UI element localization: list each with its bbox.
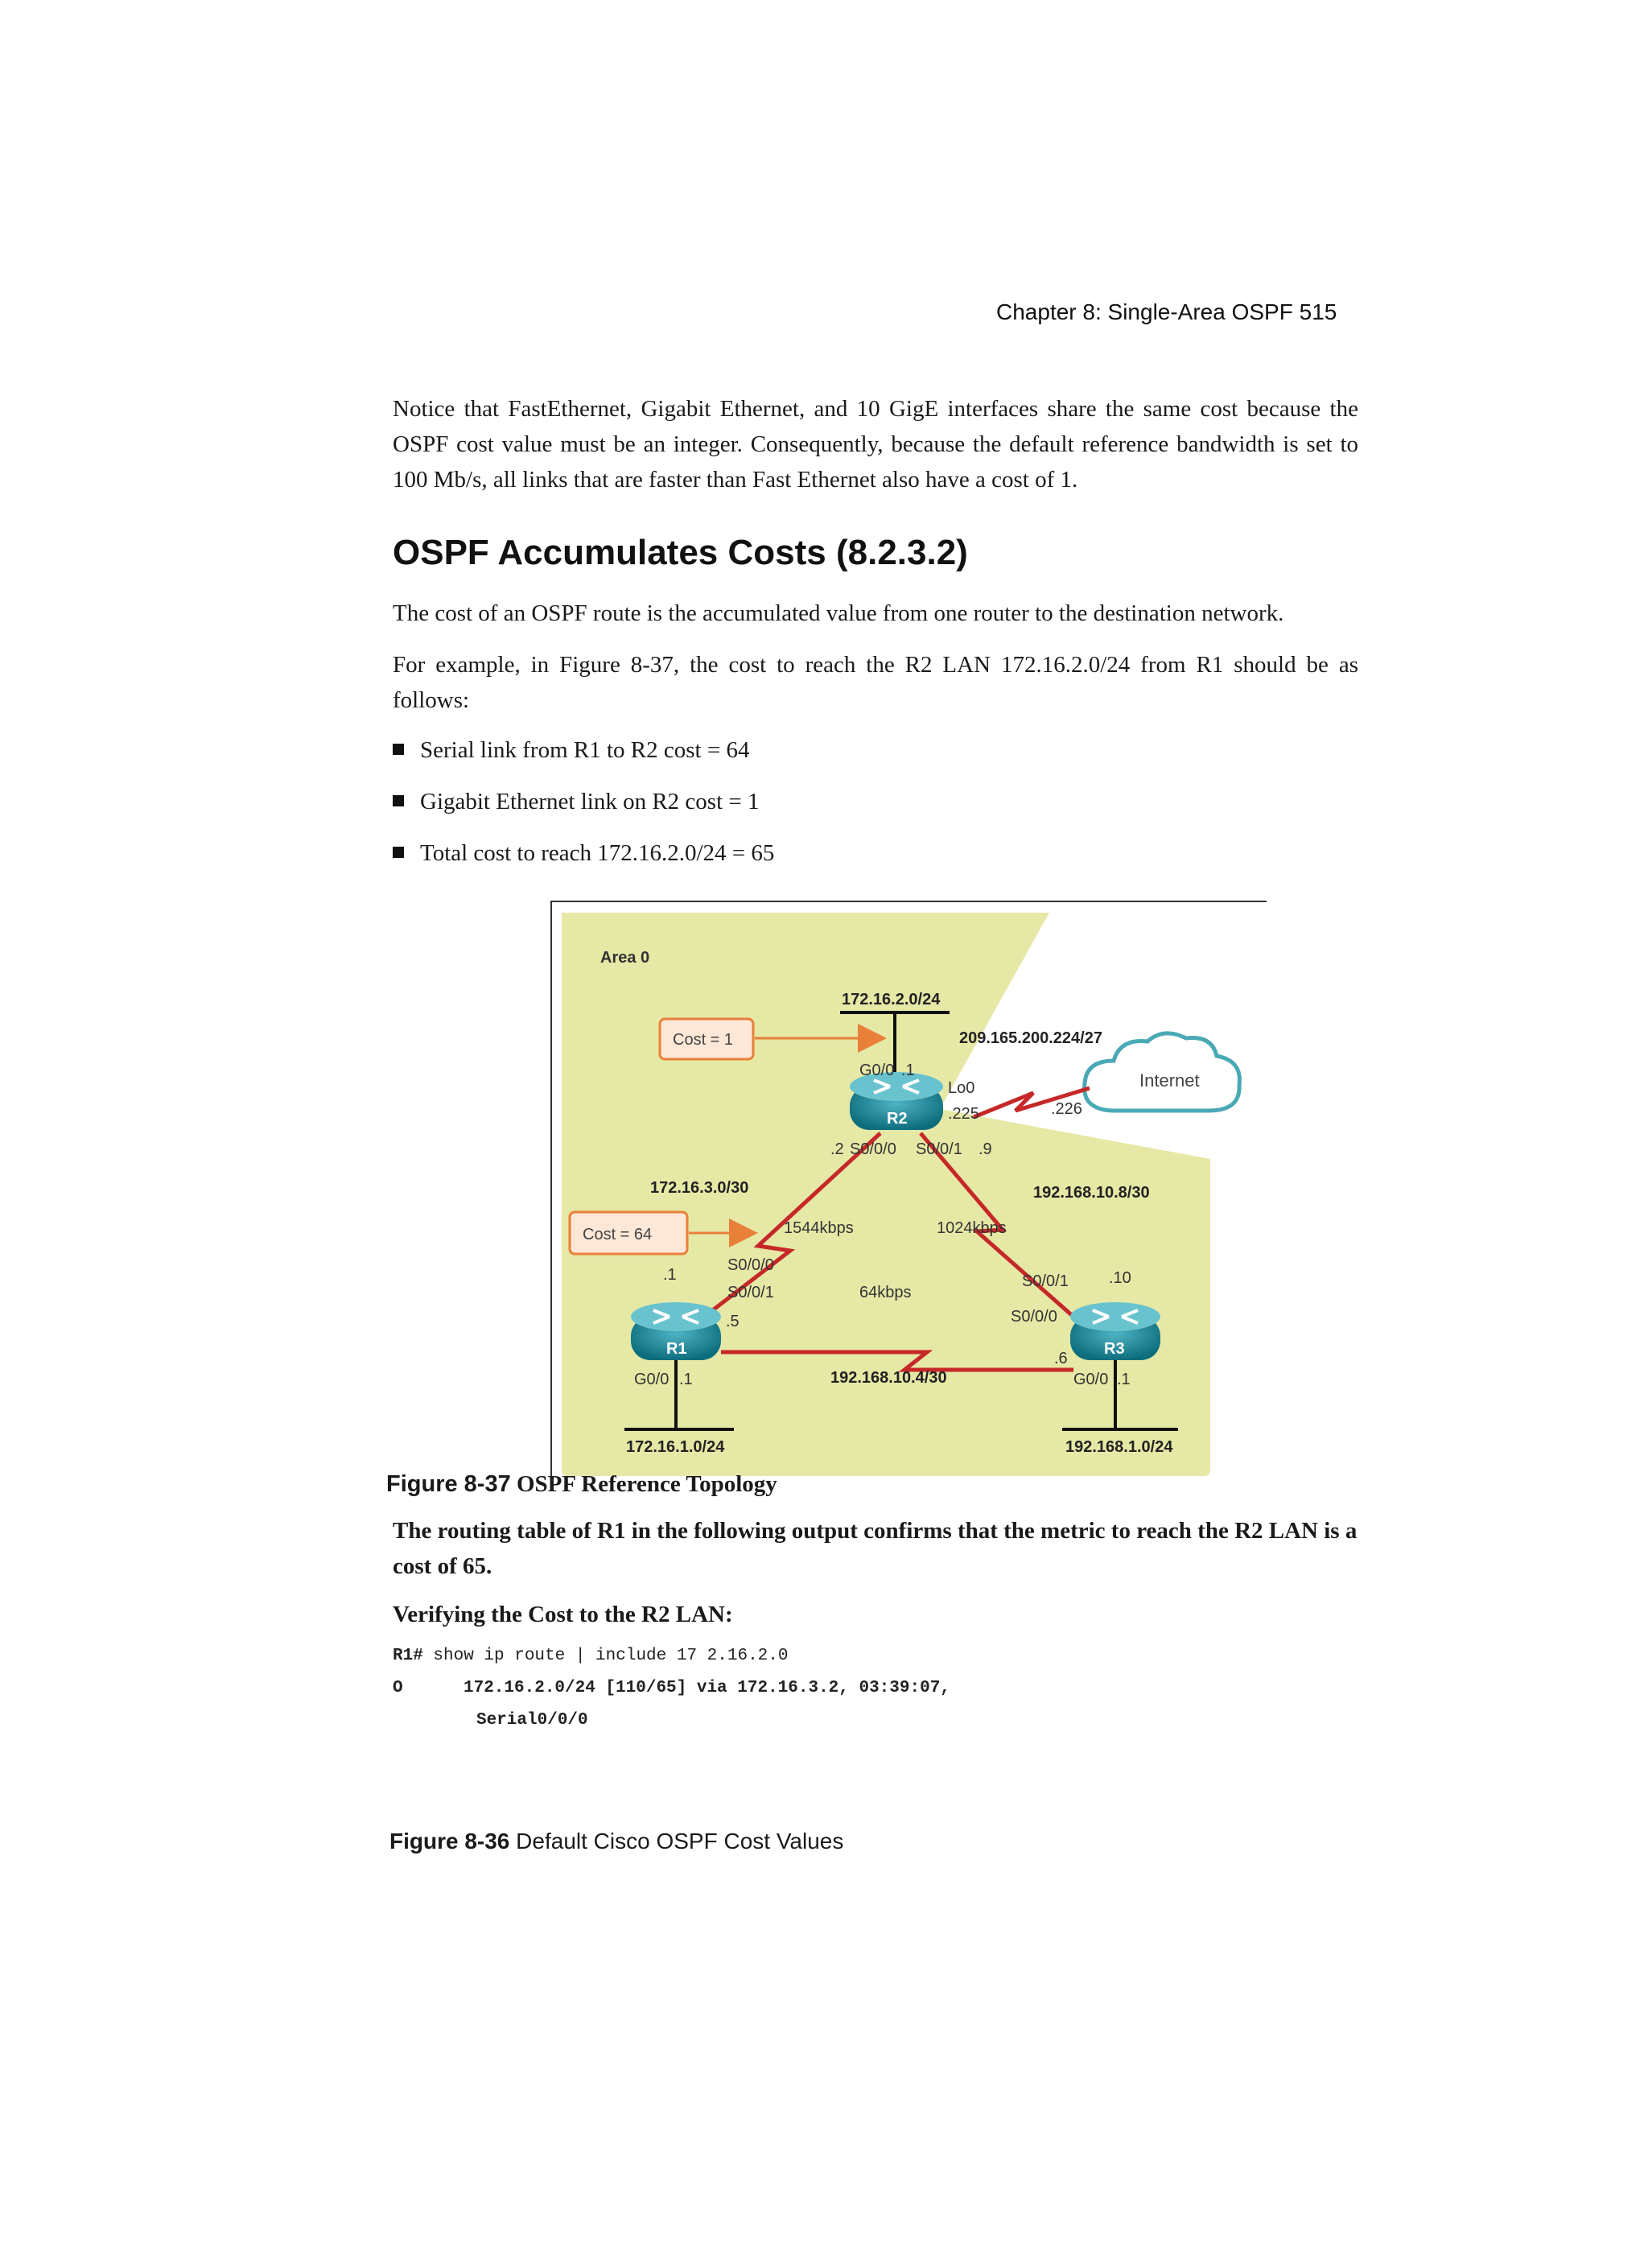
r1-s001-ip: .5	[726, 1313, 740, 1330]
r2-lo0-label: Lo0	[948, 1079, 975, 1097]
r2-lo0-ip: .225	[948, 1105, 979, 1123]
r1-g00-ip: .1	[679, 1371, 693, 1388]
net-r1-lan: 172.16.1.0/24	[626, 1438, 725, 1456]
r3-s000-label: S0/0/0	[1011, 1308, 1057, 1326]
bullet-item: Total cost to reach 172.16.2.0/24 = 65	[393, 837, 774, 869]
cost-1-label: Cost = 1	[673, 1031, 734, 1049]
bw-r2-r3: 1024kbps	[937, 1219, 1007, 1237]
r3-s001-label: S0/0/1	[1022, 1272, 1069, 1290]
cli-route-iface: Serial0/0/0	[476, 1711, 588, 1730]
svg-text:R2: R2	[887, 1110, 908, 1128]
r1-s000-label: S0/0/0	[727, 1256, 774, 1274]
r2-g00-ip: .1	[901, 1062, 915, 1079]
router-r2-icon	[850, 1072, 943, 1130]
net-r1-r2: 172.16.3.0/30	[650, 1179, 749, 1197]
bw-r1-r3: 64kbps	[859, 1284, 912, 1301]
bw-r1-r2: 1544kbps	[784, 1219, 854, 1237]
intro-paragraph: Notice that FastEthernet, Gigabit Ethernet, and 10 GigE interfaces share the same cost because the OSPF cost value must be an integer. Consequently, because the default reference bandwidth is set to 100 Mb/s, all links that are faster than Fast Ethernet also have a cost of 1.	[393, 396, 1358, 493]
r2-s000-label: S0/0/0	[850, 1140, 896, 1158]
r3-g00-ip: .1	[1117, 1371, 1131, 1388]
r2-g00-label: G0/0	[859, 1062, 895, 1079]
cost-64-label: Cost = 64	[583, 1226, 653, 1243]
bullet-item: Gigabit Ethernet link on R2 cost = 1	[393, 786, 760, 818]
svg-text:R1: R1	[666, 1340, 687, 1358]
svg-text:R3: R3	[1104, 1340, 1125, 1358]
cli-command-line: R1# show ip route | include 17 2.16.2.0	[393, 1647, 789, 1665]
net-r1-r3: 192.168.10.4/30	[830, 1369, 947, 1387]
r1-s001-label: S0/0/1	[727, 1284, 774, 1301]
r1-s000-ip: .1	[663, 1266, 677, 1284]
router-r3-icon	[1070, 1302, 1160, 1360]
figure-8-37-caption: Figure 8-37 OSPF Reference Topology	[386, 1471, 777, 1497]
bullet-square-icon	[393, 795, 404, 806]
cost-paragraph: The cost of an OSPF route is the accumulated value from one router to the destination network.	[393, 600, 1284, 626]
internet-cloud-icon	[1085, 1033, 1240, 1111]
isp-ip: .226	[1051, 1100, 1082, 1118]
r3-s001-ip: .10	[1109, 1269, 1131, 1287]
area-label: Area 0	[600, 949, 650, 967]
r3-g00-label: G0/0	[1073, 1371, 1109, 1388]
cli-route-line: 172.16.2.0/24 [110/65] via 172.16.3.2, 03:39:07,	[464, 1679, 950, 1697]
bullet-item: Serial link from R1 to R2 cost = 64	[393, 734, 749, 766]
section-title: OSPF Accumulates Costs (8.2.3.2)	[393, 533, 968, 572]
verify-heading: Verifying the Cost to the R2 LAN:	[393, 1602, 733, 1627]
svg-text:Internet: Internet	[1139, 1070, 1200, 1091]
figure-8-36-caption: Figure 8-36 Default Cisco OSPF Cost Values	[389, 1829, 844, 1854]
running-head: Chapter 8: Single-Area OSPF 515	[996, 299, 1337, 324]
r3-s000-ip: .6	[1054, 1350, 1068, 1367]
r2-s000-ip: .2	[830, 1140, 844, 1158]
router-r1-icon	[631, 1302, 721, 1360]
example-paragraph: For example, in Figure 8-37, the cost to reach the R2 LAN 172.16.2.0/24 from R1 should be as follows:	[393, 652, 1358, 713]
routing-paragraph: The routing table of R1 in the following output confirms that the metric to reach the R2 LAN is a cost of 65.	[393, 1518, 1358, 1579]
cli-route-code: O	[393, 1679, 403, 1697]
net-r3-lan: 192.168.1.0/24	[1065, 1438, 1173, 1456]
bullet-square-icon	[393, 847, 404, 858]
r2-s001-label: S0/0/1	[916, 1140, 962, 1158]
net-isp: 209.165.200.224/27	[959, 1029, 1102, 1047]
ospf-topology-figure	[550, 900, 1275, 1479]
r1-g00-label: G0/0	[634, 1371, 670, 1388]
r2-s001-ip: .9	[978, 1140, 992, 1158]
bullet-square-icon	[393, 744, 404, 755]
net-r2-r3: 192.168.10.8/30	[1033, 1184, 1150, 1202]
net-r2-lan: 172.16.2.0/24	[842, 991, 941, 1008]
